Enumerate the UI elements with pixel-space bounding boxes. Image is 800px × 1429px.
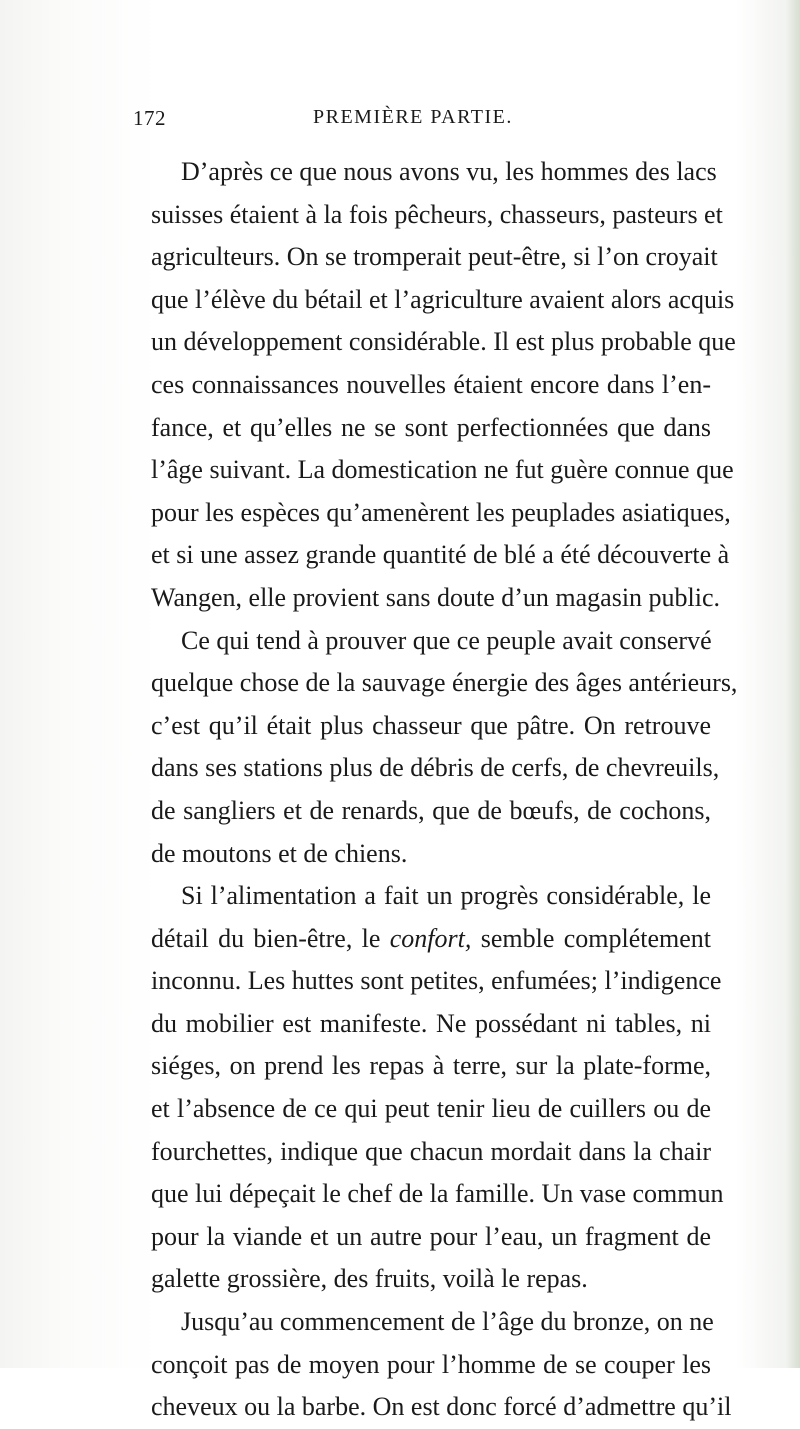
text-line: fourchettes, indique que chacun mordait dans la chair — [151, 1136, 711, 1166]
text-line: fance, et qu’elles ne se sont perfectionnées que dans — [151, 412, 711, 442]
text-line: Si l’alimentation a fait un progrès considérable, le — [181, 881, 711, 911]
text-line: de moutons et de chiens. — [151, 838, 408, 868]
text-line: l’âge suivant. La domestication ne fut guère connue que — [151, 455, 734, 485]
text-line: dans ses stations plus de débris de cerfs, de chevreuils, — [151, 753, 720, 783]
text-line: galette grossière, des fruits, voilà le repas. — [151, 1264, 588, 1294]
running-title: PREMIÈRE PARTIE. — [313, 106, 513, 128]
text-line: D’après ce que nous avons vu, les hommes des lacs — [181, 157, 717, 186]
text-line-mixed — [151, 918, 711, 961]
text-line: suisses étaient à la fois pêcheurs, chasseurs, pasteurs et — [151, 199, 723, 229]
text-line: siéges, on prend les repas à terre, sur la plate-forme, — [151, 1051, 711, 1081]
text-line: agriculteurs. On se tromperait peut-être, si l’on croyait — [151, 242, 718, 272]
text-segment: détail du bien-être, le — [151, 923, 390, 953]
text-line: que l’élève du bétail et l’agriculture avaient alors acquis — [151, 284, 735, 314]
text-line: Jusqu’au commencement de l’âge du bronze, on ne — [181, 1307, 714, 1337]
text-line: inconnu. Les huttes sont petites, enfumées; l’indigence — [151, 966, 722, 996]
text-line: et si une assez grande quantité de blé a été découverte à — [151, 540, 730, 570]
text-line: du mobilier est manifeste. Ne possédant ni tables, ni — [151, 1008, 711, 1038]
text-segment: semble complétement — [471, 923, 711, 953]
text-line: c’est qu’il était plus chasseur que pâtre. On retrouve — [151, 710, 711, 740]
text-line: Ce qui tend à prouver que ce peuple avait conservé — [181, 625, 712, 655]
text-line: un développement considérable. Il est plus probable que — [151, 327, 736, 357]
page-header — [133, 106, 693, 136]
text-line: pour la viande et un autre pour l’eau, un fragment de — [151, 1221, 711, 1251]
text-line: que lui dépeçait le chef de la famille. Un vase commun — [151, 1179, 724, 1209]
text-line: quelque chose de la sauvage énergie des âges antérieurs, — [151, 668, 738, 698]
text-line: cheveux ou la barbe. On est donc forcé d’admettre qu’il — [151, 1392, 732, 1422]
text-line: de sangliers et de renards, que de bœufs, de cochons, — [151, 795, 711, 825]
text-line: ces connaissances nouvelles étaient encore dans l’en- — [151, 369, 711, 399]
page-edge-shadow — [786, 0, 800, 1368]
text-line: et l’absence de ce qui peut tenir lieu de cuillers ou de — [151, 1094, 711, 1124]
italic-word: confort, — [389, 923, 472, 953]
text-line: Wangen, elle provient sans doute d’un magasin public. — [151, 582, 721, 612]
text-line: conçoit pas de moyen pour l’homme de se couper les — [151, 1349, 711, 1379]
text-line: pour les espèces qu’amenèrent les peuplades asiatiques, — [151, 497, 731, 527]
page-number: 172 — [133, 106, 166, 130]
body-text — [151, 151, 738, 1429]
